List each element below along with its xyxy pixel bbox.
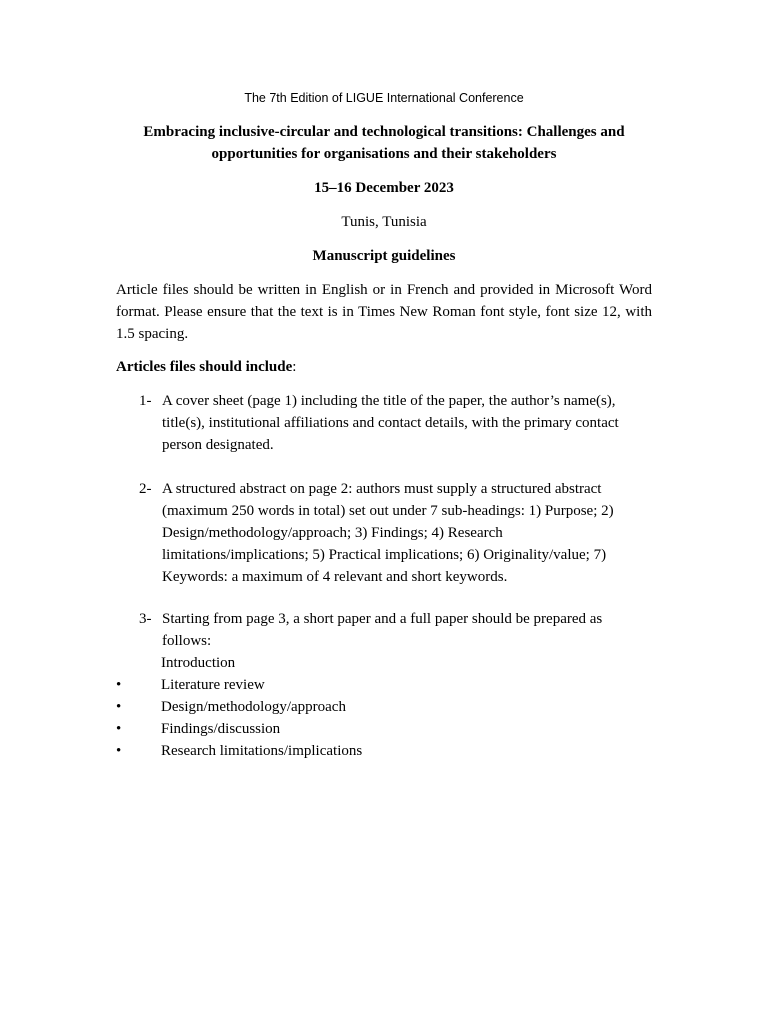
list-item-number: 2- — [139, 481, 152, 497]
conference-theme-line-1: Embracing inclusive-circular and technological transitions: Challenges and — [143, 124, 625, 140]
section-list-label: Introduction — [161, 655, 236, 671]
list-item-number: 3- — [139, 611, 152, 627]
list-item-text: Starting from page 3, a short paper and a full paper should be prepared as follows: — [162, 611, 603, 649]
conference-dates: 15–16 December 2023 — [314, 180, 454, 196]
bullet-icon: • — [116, 699, 122, 715]
section-list-label: Design/methodology/approach — [161, 699, 346, 715]
list-item-1 — [116, 390, 652, 456]
bullet-icon: • — [116, 677, 122, 693]
list-item-2 — [116, 478, 652, 588]
list-item-text: A structured abstract on page 2: authors must supply a structured abstract (maximum 250 words in total) set out under 7 sub-headings: 1) Purpose; 2) Design/methodology/approach; 3) Findings; 4) Research limitations/implications; 5) Practical implications; 6) Originality/value; 7) Keywords: a maximum of 4 relevant and short keywords. — [162, 481, 614, 585]
list-item-3 — [116, 608, 652, 652]
conference-location: Tunis, Tunisia — [341, 214, 427, 230]
includes-heading-text: Articles files should include — [116, 359, 293, 375]
section-list-label: Findings/discussion — [161, 721, 281, 737]
list-item-text: A cover sheet (page 1) including the title of the paper, the author’s name(s), title(s), institutional affiliations and contact details, with the primary contact person designated. — [162, 393, 619, 453]
conference-edition-title: The 7th Edition of LIGUE International Conference — [244, 91, 524, 105]
section-list-item-design — [116, 696, 652, 718]
section-list-item-findings — [116, 718, 652, 740]
includes-heading — [116, 356, 296, 378]
bullet-icon: • — [116, 721, 122, 737]
section-title: Manuscript guidelines — [312, 248, 456, 264]
conference-theme-line-2: opportunities for organisations and their stakeholders — [211, 146, 557, 162]
includes-heading-colon: : — [292, 359, 297, 375]
list-item-number: 1- — [139, 393, 152, 409]
bullet-icon: • — [116, 743, 122, 759]
intro-paragraph: Article files should be written in English or in French and provided in Microsoft Word format. Please ensure that the text is in Times New Roman font style, font size 12, with 1.5 spacing. — [116, 282, 652, 342]
section-list-item-introduction — [116, 652, 652, 674]
section-list-item-research-limitations — [116, 740, 652, 762]
section-list-label: Research limitations/implications — [161, 743, 363, 759]
section-list-label: Literature review — [161, 677, 265, 693]
section-list-item-literature-review — [116, 674, 652, 696]
